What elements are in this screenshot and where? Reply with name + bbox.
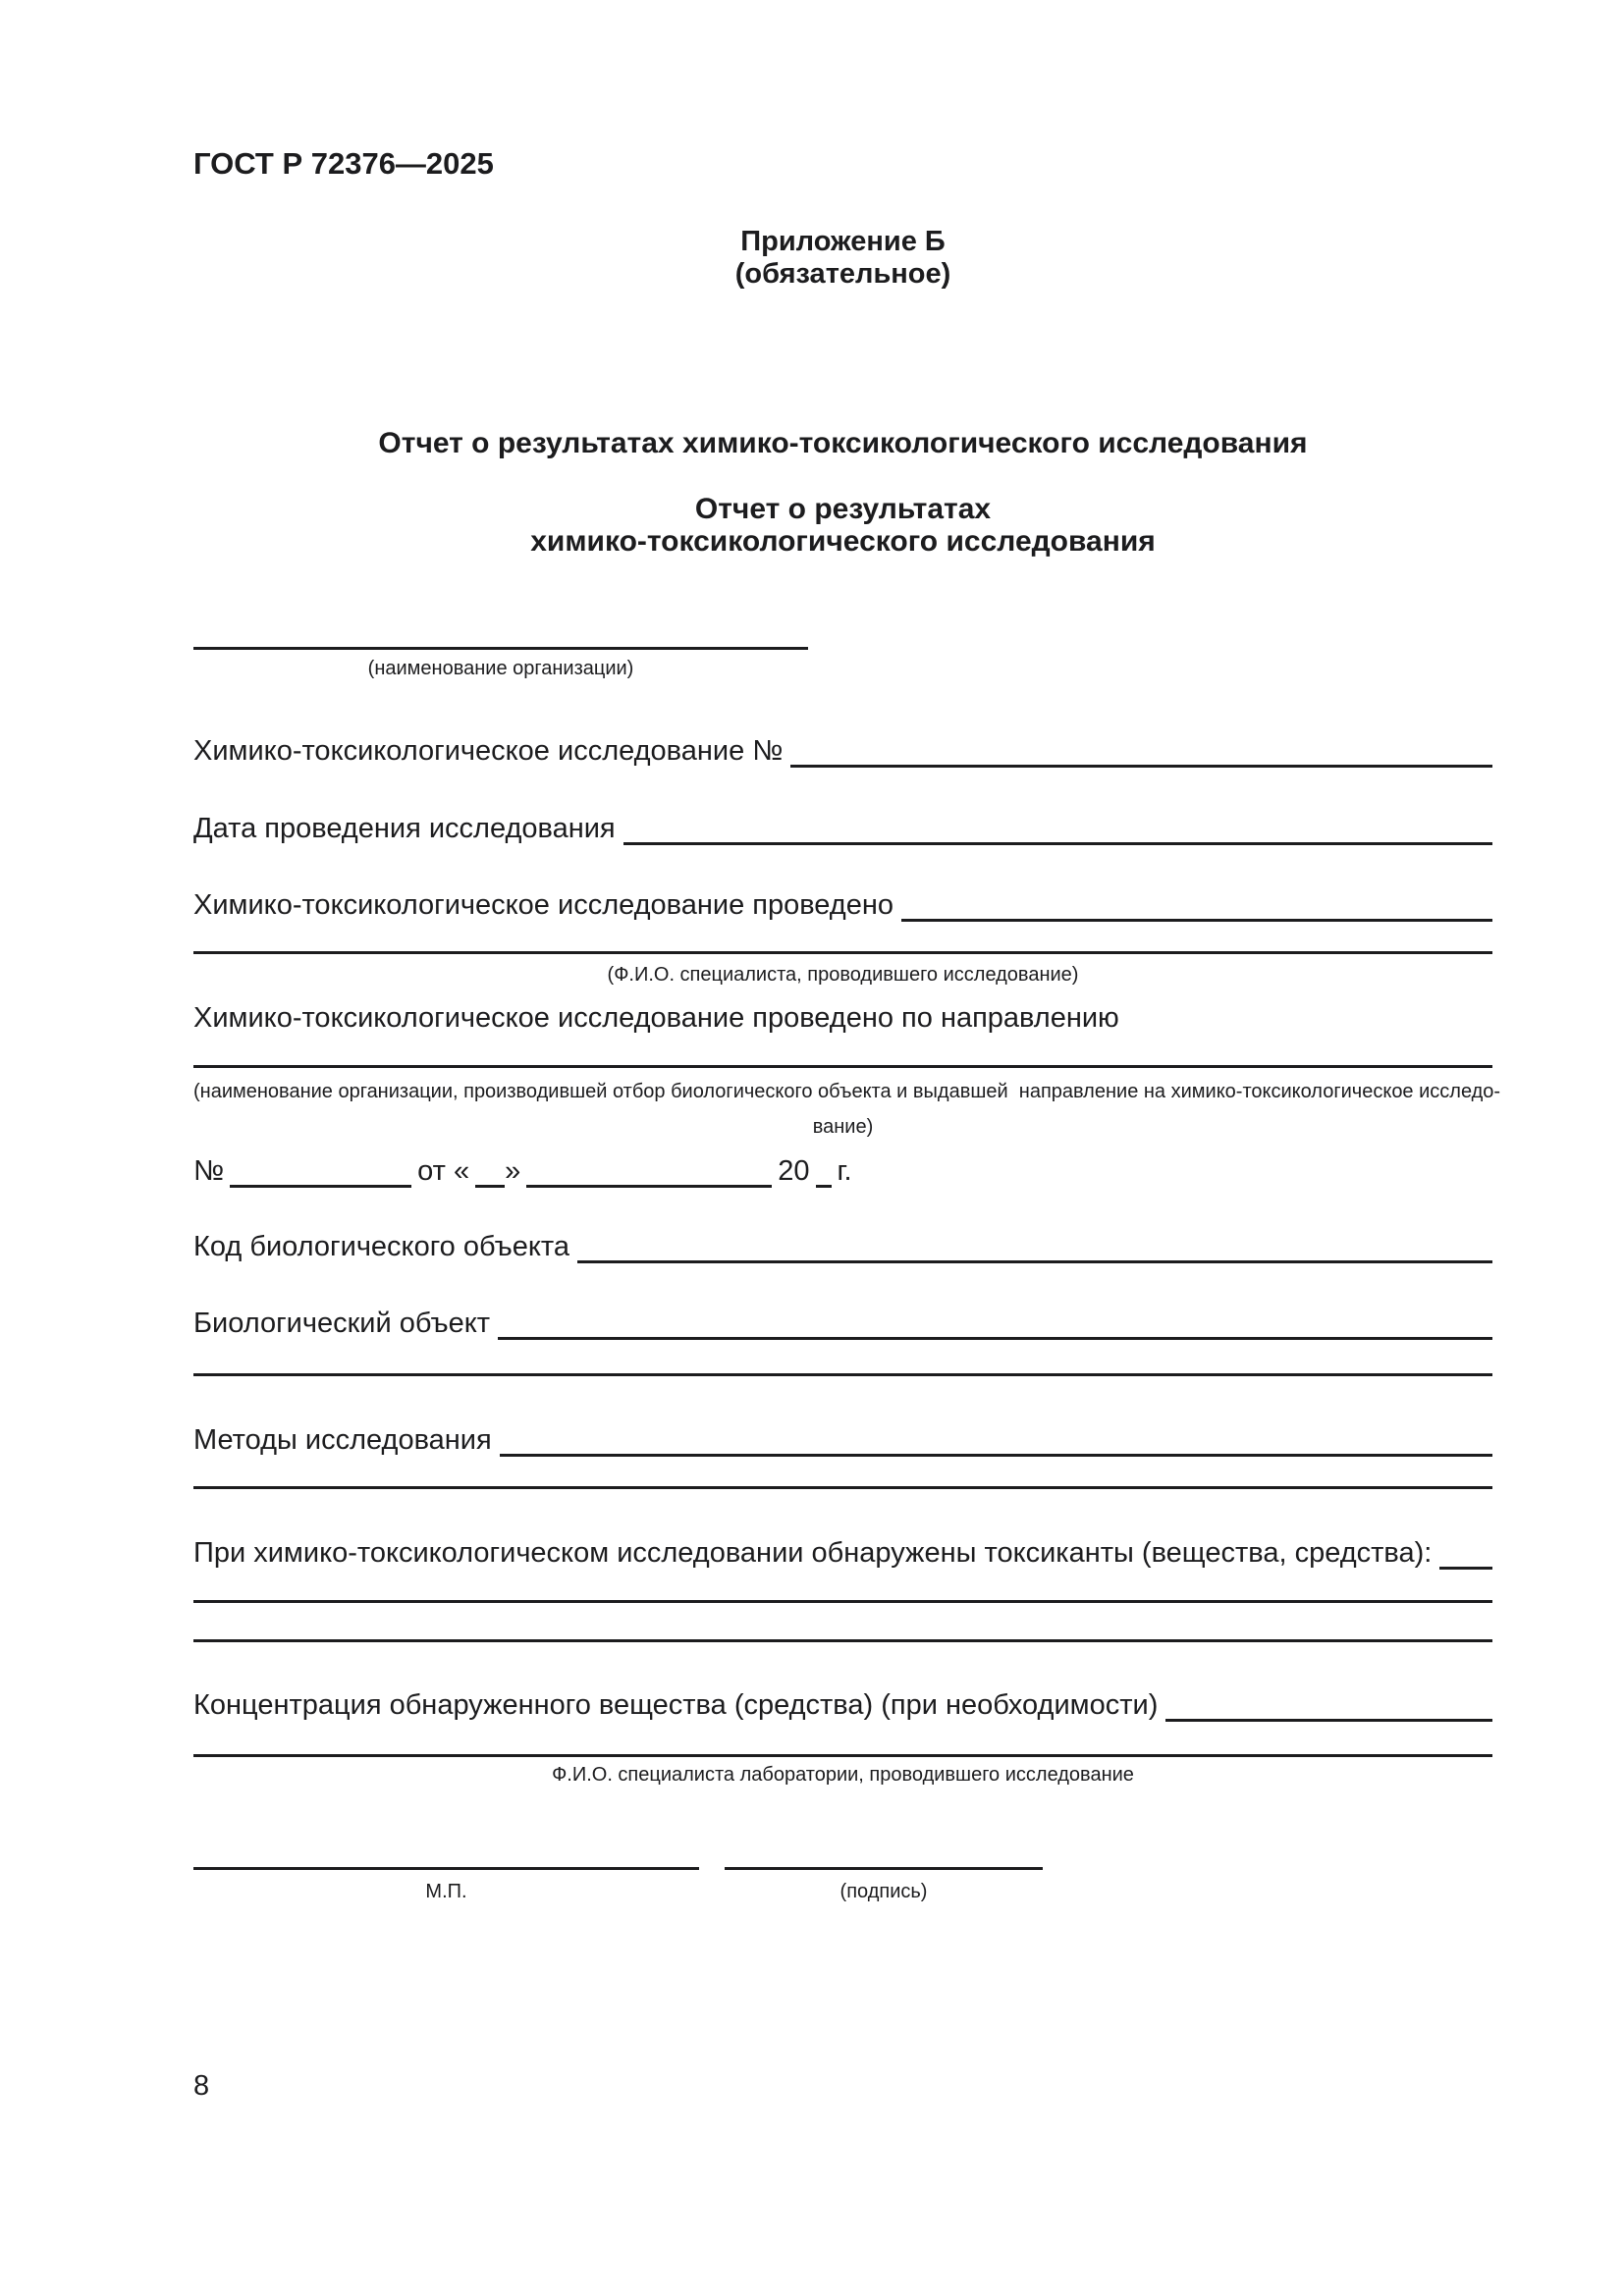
- toxicants-label: При химико-токсикологическом исследовании обнаружены токсиканты (вещества, средства):: [193, 1537, 1433, 1569]
- concentration-label: Концентрация обнаруженного вещества (средства) (при необходимости): [193, 1689, 1159, 1721]
- form-title-line1: Отчет о результатах: [694, 493, 992, 525]
- referral-caption-line2: вание): [812, 1116, 874, 1138]
- referral-number-row: [193, 1151, 1492, 1191]
- toxicants-continuation-line1: [193, 1600, 1492, 1603]
- conducted-by-label: Химико-токсикологическое исследование проведено: [193, 889, 893, 921]
- organization-caption: (наименование организации): [367, 658, 634, 679]
- section-title: Отчет о результатах химико-токсикологического исследования: [378, 427, 1308, 459]
- signature-caption: (подпись): [839, 1881, 928, 1902]
- conducted-by-caption: (Ф.И.О. специалиста, проводившего исследование): [607, 964, 1079, 986]
- referral-field-line: [193, 1065, 1492, 1068]
- study-date-field-line: [623, 842, 1492, 845]
- concentration-field-line: [1165, 1719, 1492, 1722]
- appendix-name: Приложение Б: [740, 226, 946, 257]
- bio-code-field-line: [577, 1260, 1492, 1263]
- referral-number-prefix: №: [193, 1155, 225, 1187]
- standard-code: ГОСТ Р 72376—2025: [193, 146, 494, 181]
- toxicants-field-line: [1439, 1567, 1492, 1570]
- form-title-line2: химико-токсикологического исследования: [530, 525, 1156, 558]
- stamp-field-line: [193, 1867, 699, 1870]
- signature-field-line: [725, 1867, 1043, 1870]
- stamp-caption: М.П.: [425, 1881, 467, 1902]
- methods-field-line: [500, 1454, 1492, 1457]
- organization-field-line: [193, 647, 808, 650]
- study-date-row: [193, 809, 1492, 848]
- referral-month-field-line: [526, 1185, 772, 1188]
- referral-number-field-line: [230, 1185, 411, 1188]
- study-number-field-line: [790, 765, 1492, 768]
- study-number-label: Химико-токсикологическое исследование №: [193, 735, 784, 767]
- referral-year-field-line: [816, 1185, 832, 1188]
- concentration-continuation-line: [193, 1754, 1492, 1757]
- study-number-row: [193, 731, 1492, 771]
- lab-specialist-caption: Ф.И.О. специалиста лаборатории, проводившего исследование: [552, 1764, 1134, 1786]
- toxicants-row: [193, 1533, 1492, 1573]
- methods-continuation-line: [193, 1486, 1492, 1489]
- study-date-label: Дата проведения исследования: [193, 813, 616, 844]
- bio-code-label: Код биологического объекта: [193, 1231, 569, 1262]
- referral-year-prefix: 20: [778, 1155, 810, 1187]
- bio-object-continuation-line: [193, 1373, 1492, 1376]
- conducted-by-field-line: [901, 919, 1492, 922]
- bio-object-row: [193, 1304, 1492, 1343]
- referral-day-field-line: [475, 1185, 505, 1188]
- page-number: 8: [193, 2070, 210, 2102]
- referral-from-label: от «: [417, 1155, 470, 1187]
- toxicants-continuation-line2: [193, 1639, 1492, 1642]
- appendix-status: (обязательное): [734, 258, 951, 290]
- conducted-by-continuation-line: [193, 951, 1492, 954]
- conducted-by-row: [193, 885, 1492, 925]
- referral-caption-line1: (наименование организации, производившей отбор биологического объекта и выдавшей направление на химико-токсикологическое исследо-: [193, 1081, 1501, 1102]
- concentration-row: [193, 1685, 1492, 1725]
- referral-label: Химико-токсикологическое исследование проведено по направлению: [193, 1002, 1119, 1034]
- referral-quote-close: »: [505, 1155, 521, 1187]
- methods-row: [193, 1420, 1492, 1460]
- referral-year-suffix: г.: [837, 1155, 852, 1187]
- bio-object-field-line: [498, 1337, 1492, 1340]
- referral-row: [193, 998, 1492, 1038]
- bio-code-row: [193, 1227, 1492, 1266]
- bio-object-label: Биологический объект: [193, 1308, 491, 1339]
- methods-label: Методы исследования: [193, 1424, 492, 1456]
